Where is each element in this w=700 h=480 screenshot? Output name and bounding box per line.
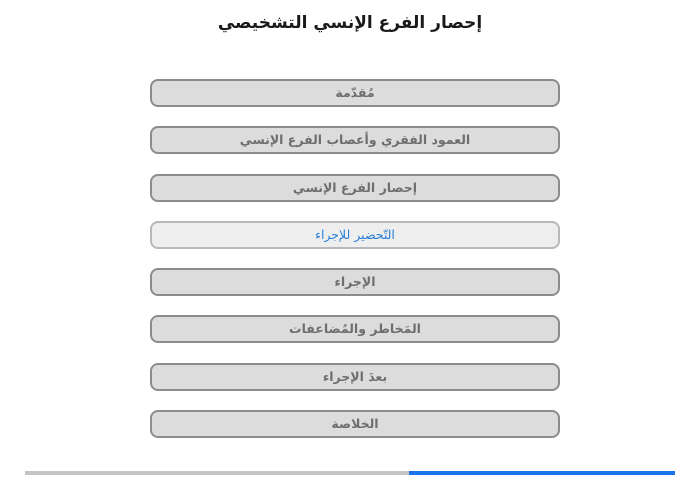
- menu-item-preparation[interactable]: التّحضير للإجراء: [150, 221, 560, 249]
- chapter-menu: [150, 79, 560, 457]
- menu-item-spine-and-nerves[interactable]: العمود الفقري وأعصاب الفرع الإنسي: [150, 126, 560, 154]
- menu-item-after-procedure[interactable]: بعدَ الإجراء: [150, 363, 560, 391]
- menu-item-introduction[interactable]: مُقدّمة: [150, 79, 560, 107]
- page-title: إحصار الفرع الإنسي التشخيصي: [217, 13, 483, 33]
- progress-fill: [409, 471, 676, 475]
- progress-bar: [25, 471, 675, 475]
- menu-item-summary[interactable]: الخلاصة: [150, 410, 560, 438]
- menu-item-risks-complications[interactable]: المَخاطر والمُضاعفات: [150, 315, 560, 343]
- menu-item-medial-branch-block[interactable]: إحصار الفرع الإنسي: [150, 174, 560, 202]
- menu-item-procedure[interactable]: الإجراء: [150, 268, 560, 296]
